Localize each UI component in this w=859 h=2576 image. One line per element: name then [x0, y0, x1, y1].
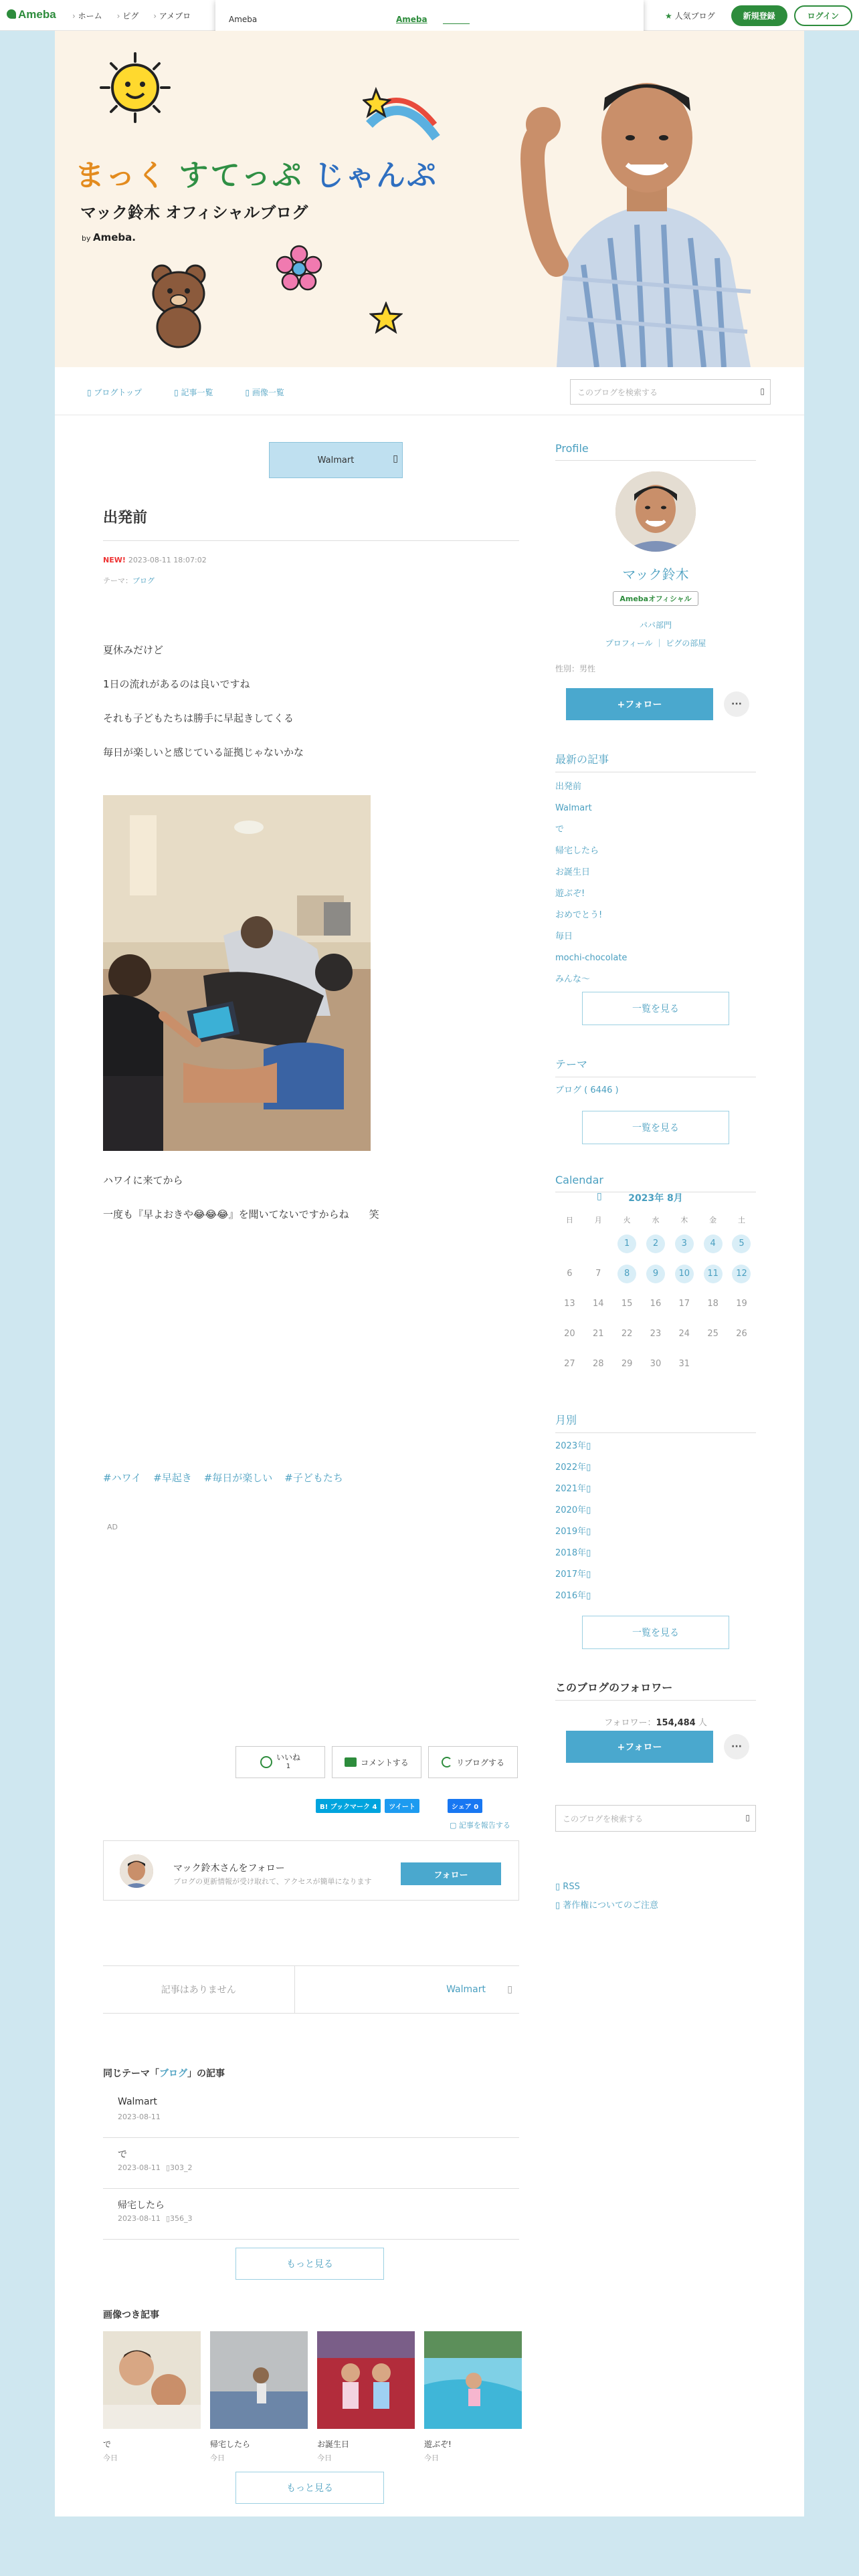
nav-article-list[interactable]: ▯ 記事一覧	[174, 387, 213, 398]
profile-name[interactable]: マック鈴木	[622, 566, 689, 582]
banner-subtitle: マック鈴木 オフィシャルブログ	[80, 203, 308, 222]
calendar-day[interactable]: 4	[698, 1235, 727, 1253]
related-more-button[interactable]: もっと見る	[235, 2248, 384, 2280]
by-ameba: by Ameba.	[82, 231, 136, 243]
calendar-title: 2023年 8月	[628, 1193, 683, 1204]
image-post[interactable]: で 今日	[103, 2331, 201, 2463]
article-date: NEW! 2023-08-11 18:07:02	[103, 556, 207, 564]
calendar-day: 6	[567, 1269, 573, 1279]
calendar-weekday: 月	[594, 1216, 602, 1224]
calendar-day: 27	[564, 1359, 575, 1369]
follow-button[interactable]: フォロー	[401, 1862, 501, 1885]
blog-nav	[55, 367, 804, 415]
login-button[interactable]: ログイン	[794, 5, 852, 26]
tweet-button[interactable]: ツイート	[385, 1799, 419, 1813]
calendar-day: 24	[678, 1329, 690, 1339]
calendar-day[interactable]: 9	[642, 1265, 670, 1283]
bear-icon	[142, 261, 215, 348]
calendar	[555, 1211, 756, 1379]
like-count: 1	[286, 1763, 291, 1770]
like-button[interactable]: いいね 1	[235, 1746, 325, 1778]
article-paragraph: 夏休みだけど	[103, 644, 164, 656]
more-menu-icon[interactable]: ···	[724, 1734, 749, 1759]
calendar-weekday: 金	[709, 1216, 717, 1224]
image-post-thumb	[317, 2331, 415, 2429]
smile-icon	[260, 1756, 272, 1768]
image-post-thumb	[424, 2331, 522, 2429]
monthly-item[interactable]: 2023年▯	[555, 1441, 591, 1451]
hashtag-list	[103, 1471, 343, 1485]
calendar-day: 16	[650, 1299, 662, 1309]
image-post[interactable]: 帰宅したら 今日	[210, 2331, 308, 2463]
comment-icon	[345, 1757, 357, 1767]
hashtag-link[interactable]: #早起き	[153, 1472, 192, 1484]
monthly-item[interactable]: 2017年▯	[555, 1570, 591, 1580]
article-title: 出発前	[103, 506, 519, 541]
recent-item[interactable]: 帰宅したら	[555, 846, 599, 856]
theme-list	[555, 1080, 619, 1101]
related-item[interactable]: で 2023-08-11 ▯303_2	[103, 2138, 519, 2189]
signup-button[interactable]: 新規登録	[731, 5, 787, 26]
calendar-weekday: 日	[565, 1216, 573, 1224]
image-post[interactable]: 遊ぶぞ! 今日	[424, 2331, 522, 2463]
calendar-day: 15	[621, 1299, 633, 1309]
calendar-day[interactable]: 2	[642, 1235, 670, 1253]
popup-link[interactable]: Ameba	[396, 15, 427, 24]
calendar-weekday: 水	[652, 1216, 660, 1224]
recent-item[interactable]: 遊ぶぞ!	[555, 889, 585, 899]
monthly-item[interactable]: 2018年▯	[555, 1548, 591, 1558]
article-photo[interactable]	[103, 795, 371, 1151]
follow-box-desc: ブログの更新情報が受け取れて、アクセスが簡単になります	[173, 1877, 372, 1886]
calendar-day[interactable]: 5	[727, 1235, 756, 1253]
calendar-week	[555, 1228, 756, 1259]
recent-more-button[interactable]: 一覧を見る	[582, 992, 729, 1025]
sidebar-follow-button-2[interactable]: +フォロー	[566, 1731, 713, 1763]
calendar-week	[555, 1349, 756, 1379]
image-posts-list	[103, 2331, 522, 2463]
mac-suzuki-photo	[510, 37, 784, 367]
image-post-thumb	[103, 2331, 201, 2429]
calendar-day: 26	[736, 1329, 747, 1339]
hatena-bookmark-button[interactable]: B! ブックマーク 4	[316, 1799, 381, 1813]
blog-search-input[interactable]: このブログを検索する ▯	[570, 379, 771, 405]
monthly-item[interactable]: 2022年▯	[555, 1463, 591, 1473]
reblog-icon	[442, 1757, 452, 1767]
comment-button[interactable]: コメントする	[332, 1746, 421, 1778]
calendar-week	[555, 1319, 756, 1349]
hashtag-link[interactable]: #ハワイ	[103, 1472, 142, 1484]
calendar-day: 30	[650, 1359, 662, 1369]
image-posts-more-button[interactable]: もっと見る	[235, 2472, 384, 2504]
article-paragraph: 一度も『早よおきや😂😂😂』を聞いてないですからね 笑	[103, 1208, 379, 1220]
recent-item[interactable]: で	[555, 825, 565, 835]
profile-links[interactable]: プロフィール ｜ ピグの部屋	[605, 639, 706, 648]
theme-heading: テーマ	[555, 1056, 756, 1077]
article-pager	[103, 1965, 519, 2014]
monthly-item[interactable]: 2020年▯	[555, 1505, 591, 1515]
image-post[interactable]: お誕生日 今日	[317, 2331, 415, 2463]
sidebar-footer-links	[555, 1878, 658, 1915]
monthly-heading: 月別	[555, 1412, 756, 1433]
ameba-logo[interactable]: Ameba	[7, 8, 56, 21]
nav-pigg[interactable]: › ピグ	[117, 10, 139, 21]
star-icon	[369, 302, 403, 335]
ameba-leaf-icon	[7, 9, 16, 19]
calendar-day: 17	[678, 1299, 690, 1309]
popular-blog-link[interactable]: ★ 人気ブログ	[665, 10, 715, 21]
calendar-weekdays	[555, 1211, 756, 1228]
theme-item[interactable]: ブログ ( 6446 )	[555, 1085, 619, 1095]
popup-link-underline	[443, 15, 470, 24]
monthly-item[interactable]: 2016年▯	[555, 1591, 591, 1601]
copyright-link[interactable]: ▯ 著作権についてのご注意	[555, 1897, 658, 1915]
content-area	[55, 415, 804, 2516]
article-theme: テーマ：ブログ	[103, 576, 155, 585]
reaction-buttons	[235, 1746, 518, 1778]
recent-item[interactable]: みんな〜	[555, 974, 591, 984]
calendar-day: 14	[592, 1299, 604, 1309]
recent-item[interactable]: Walmart	[555, 803, 592, 813]
monthly-item[interactable]: 2021年▯	[555, 1484, 591, 1494]
next-article[interactable]: Walmart ▯	[294, 1966, 520, 2013]
reblog-button[interactable]: リブログする	[428, 1746, 518, 1778]
ad-label: AD	[107, 1523, 118, 1531]
calendar-day[interactable]: 11	[698, 1265, 727, 1283]
related-item[interactable]: 帰宅したら 2023-08-11 ▯356_3	[103, 2189, 519, 2240]
sun-icon	[98, 51, 172, 124]
calendar-day[interactable]: 8	[613, 1265, 642, 1283]
image-posts-heading: 画像つき記事	[103, 2310, 159, 2321]
calendar-weekday: 木	[680, 1216, 688, 1224]
image-post-thumb	[210, 2331, 308, 2429]
recent-item[interactable]: mochi-chocolate	[555, 953, 628, 963]
popup-title: Ameba	[229, 15, 258, 24]
profile-avatar[interactable]	[615, 471, 696, 552]
official-badge: Amebaオフィシャル	[613, 591, 698, 606]
calendar-weekday: 火	[623, 1216, 631, 1224]
article-paragraph: ハワイに来てから	[103, 1174, 183, 1186]
monthly-list	[555, 1436, 591, 1607]
header-actions	[665, 5, 852, 26]
profile-heading: Profile	[555, 442, 756, 461]
calendar-day: 21	[592, 1329, 604, 1339]
calendar-day: 28	[592, 1359, 604, 1369]
prev-article: 記事はありません	[161, 1985, 236, 1996]
calendar-day: 13	[564, 1299, 575, 1309]
recent-item[interactable]: 毎日	[555, 932, 573, 942]
recent-heading: 最新の記事	[555, 751, 756, 772]
report-link[interactable]: ▢ 記事を報告する	[450, 1821, 510, 1830]
rss-link[interactable]: ▯ RSS	[555, 1878, 658, 1897]
follow-box	[103, 1840, 519, 1901]
ad-banner-top[interactable]: Walmart ▯	[269, 442, 403, 478]
calendar-day: 29	[621, 1359, 633, 1369]
article-paragraph: 毎日が楽しいと感じている証拠じゃないかな	[103, 746, 304, 758]
calendar-heading: Calendar	[555, 1174, 756, 1192]
calendar-day[interactable]: 10	[670, 1265, 698, 1283]
calendar-day: 20	[564, 1329, 575, 1339]
page-bottom	[0, 2516, 859, 2576]
theme-more-button[interactable]: 一覧を見る	[582, 1111, 729, 1144]
article-paragraph: 1日の流れがあるのは良いですね	[103, 678, 250, 690]
calendar-week	[555, 1259, 756, 1289]
related-theme-link[interactable]: ブログ	[159, 2068, 187, 2079]
hashtag-link[interactable]: #毎日が楽しい	[203, 1472, 273, 1484]
calendar-day: 31	[678, 1359, 690, 1369]
recent-item[interactable]: 出発前	[555, 782, 582, 792]
share-buttons	[316, 1799, 482, 1813]
report-icon: ▢	[450, 1821, 459, 1830]
hashtag-link[interactable]: #子どもたち	[284, 1472, 343, 1484]
sidebar-search-input[interactable]: このブログを検索する ▯	[555, 1805, 756, 1832]
calendar-day: 19	[736, 1299, 747, 1309]
new-badge: NEW!	[103, 556, 126, 564]
article-theme-link[interactable]: ブログ	[132, 576, 155, 585]
recent-item[interactable]: お誕生日	[555, 867, 591, 877]
calendar-day: 18	[707, 1299, 719, 1309]
nav-image-list[interactable]: ▯ 画像一覧	[246, 387, 284, 398]
banner-title: まっく すてっぷ じゃんぷ	[75, 158, 438, 193]
calendar-day: 7	[595, 1269, 601, 1279]
calendar-day: 22	[621, 1329, 633, 1339]
follow-box-title: マック鈴木さんをフォロー	[173, 1863, 285, 1874]
global-nav	[72, 10, 191, 21]
article-paragraph: それも子どもたちは勝手に早起きしてくる	[103, 712, 294, 724]
profile-category[interactable]: パパ部門	[639, 621, 672, 630]
calendar-day[interactable]: 3	[670, 1235, 698, 1253]
calendar-day: 25	[707, 1329, 719, 1339]
facebook-share-button[interactable]: シェア 0	[448, 1799, 482, 1813]
monthly-item[interactable]: 2019年▯	[555, 1527, 591, 1537]
followers-count[interactable]: フォロワー：154,484 人	[604, 1718, 707, 1728]
sidebar-follow-button[interactable]: +フォロー	[566, 688, 713, 720]
calendar-prev-icon[interactable]: ▯	[597, 1191, 602, 1202]
calendar-weekday: 土	[737, 1216, 745, 1224]
calendar-day[interactable]: 1	[613, 1235, 642, 1253]
monthly-more-button[interactable]: 一覧を見る	[582, 1616, 729, 1649]
related-heading: 同じテーマ「ブログ」の記事	[103, 2068, 225, 2079]
blog-banner[interactable]	[55, 31, 804, 367]
recent-item[interactable]: おめでとう!	[555, 910, 603, 920]
nav-ameblo[interactable]: › アメブロ	[153, 10, 191, 21]
more-menu-icon[interactable]: ···	[724, 691, 749, 717]
flower-icon	[276, 245, 322, 292]
calendar-day[interactable]: 12	[727, 1265, 756, 1283]
calendar-day: 23	[650, 1329, 662, 1339]
recent-list	[555, 776, 627, 990]
author-avatar	[120, 1854, 153, 1888]
followers-heading: このブログのフォロワー	[555, 1679, 756, 1701]
calendar-week	[555, 1289, 756, 1319]
profile-sex: 性別：男性	[555, 664, 596, 673]
nav-blog-top[interactable]: ▯ ブログトップ	[87, 387, 142, 398]
related-item[interactable]: Walmart 2023-08-11	[103, 2087, 519, 2138]
nav-home[interactable]: › ホーム	[72, 10, 102, 21]
